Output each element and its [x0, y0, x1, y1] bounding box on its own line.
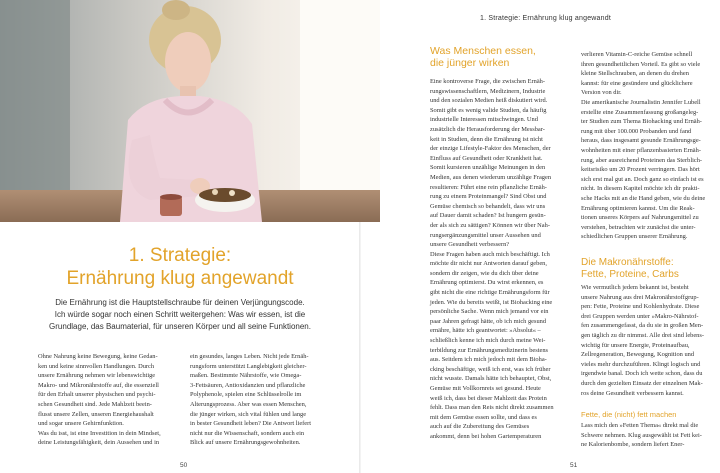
body-line: persönliche Sache. Wenn mich jemand vor ein	[430, 308, 549, 316]
body-line: kannst: für eine gesündere und glücklichere	[581, 79, 693, 87]
body-line: sich erst mal gut an. Doch ganz so einfach ist es	[581, 175, 704, 183]
body-line: Schwere nehmen. Klug ausgewählt ist Fett kei-	[581, 431, 702, 439]
body-line: der einzige Lifestyle-Faktor des Menschen, der	[430, 145, 551, 153]
body-line: mit dem Gemüse essen sollte, und dass es	[430, 413, 537, 421]
body-line: keit in Studien, denn die Ernährung ist nicht	[430, 135, 543, 143]
right-body-column-2b	[581, 283, 708, 398]
body-line: verlieren Vitamin-C-reiche Gemüse schnell	[581, 51, 693, 58]
body-line: Wie vermutlich jedem bekannt ist, besteht	[581, 284, 689, 291]
body-line: durch den gezielten Einsatz der einzelnen Mak-	[581, 379, 703, 387]
intro-line: Die Ernährung ist die Hauptstellschraube für deinen Verjüngungscode.	[55, 298, 305, 307]
body-line: ne Kalorienbombe, sondern liefert Ener-	[581, 441, 685, 449]
body-line: Eine kontroverse Frage, die zwischen Ernäh-	[430, 78, 545, 85]
body-line: Version von dir.	[581, 89, 622, 97]
woman-eating-photo	[0, 0, 380, 222]
body-line: tionen unseres Körpers auf Nahrungsmittel zu	[581, 214, 699, 222]
body-line: wohnheiten mit einer pflanzenbasierten Ernäh-	[581, 146, 701, 154]
body-line: weiß ich, dass bei dieser Mahlzeit das Protein	[430, 394, 547, 402]
body-line: gen täglich zu dir nimmst. Alle drei sind lebens-	[581, 331, 704, 339]
body-line: heraus, dass insgesamt gesunde Ernährungsge-	[581, 137, 701, 145]
body-line: Lass mich den »Fetten Thema« direkt mal die	[581, 422, 699, 429]
body-line: fen zusammengefasst, da du sie in großen Men-	[581, 322, 704, 330]
body-line: ter Studien zum Thema Biohacking und Ernäh-	[581, 118, 702, 126]
body-line: in bester Gesundheit leben? Die Antwort liefert	[190, 420, 312, 428]
body-line: rung mit über 100.000 Probanden und fand	[581, 127, 692, 135]
right-body-column-1	[430, 77, 566, 442]
body-line: rung, aber ausreichend Proteinen das Sterblich-	[581, 156, 703, 164]
body-line: terbildung zur Ernährungsmedizinerin bestens	[430, 346, 549, 354]
body-line: wichtig für unsere Energie, Proteinaufbau,	[581, 341, 690, 349]
body-line: Somit gibt es wenig valide Studien, da häufig	[430, 106, 547, 114]
body-line: rung zu einem Proteinmangel? Sind Obst und	[430, 193, 547, 201]
body-line: Die amerikanische Journalistin Jennifer Lubell	[581, 98, 701, 106]
body-line: Medien, aus denen wiederum unzählige Fragen	[430, 173, 552, 181]
body-line: Diese Fragen haben auch mich beschäftigt. Ich	[430, 250, 550, 258]
body-line: jeden. Wie du bereits weißt, ist Biohacking eine	[430, 298, 553, 306]
body-line: rungswissenschaftlern, Medizinern, Industrie	[430, 87, 546, 95]
body-line: nicht. In diesem Kapitel möchte ich dir prakti-	[581, 185, 700, 193]
body-line: schen Gesundheit sind. Jede Mahlzeit beein-	[38, 400, 152, 408]
body-line: und den sozialen Medien heiß diskutiert wird.	[430, 97, 548, 105]
body-line: Ernährung optimierst. Du wirst erkennen, es	[430, 279, 544, 287]
body-line: rungsergänzungsmittel unser Aussehen und	[430, 231, 541, 239]
body-line: gibt nicht die eine richtige Ernährungsform für	[430, 289, 550, 297]
running-head: 1. Strategie: Ernährung klug angewandt	[480, 15, 611, 22]
body-line: auch auf die Zubereitung des Gemüses	[430, 423, 530, 431]
body-line: irgendwie banal. Doch ich wette schon, dass du	[581, 370, 703, 378]
body-line: auf Dauer damit schaden? Ist hungern gesün-	[430, 212, 546, 220]
body-line: aus. Seitdem ich mich jedoch mit dem Bioha-	[430, 356, 547, 364]
body-line: schließlich kenne ich mich durch meine Wei-	[430, 337, 546, 345]
macro-heading-line1: Die Makronährstoffe:	[581, 257, 674, 268]
page-number-right: 51	[570, 462, 578, 469]
body-line: ihren gesundheitlichen Vorteil. Es gibt so viele	[581, 60, 701, 68]
chapter-title-line1: 1. Strategie:	[128, 245, 232, 266]
body-line: unsere Gesundheit verbessern?	[430, 241, 510, 249]
left-body-column-2	[190, 352, 328, 448]
body-line: 3-Fettsäuren, Antioxidanzien und pflanzliche	[190, 381, 306, 389]
intro-line: Ich würde sogar noch einen Schritt weitergehen: Was wir essen, ist die	[54, 310, 306, 319]
body-line: Was du isst, ist eine Investition in dein Mindset,	[38, 429, 161, 437]
photo-illustration	[0, 0, 380, 222]
body-line: resultieren: Führt eine rein pflanzliche Ernäh-	[430, 183, 547, 191]
page-number-left: 50	[180, 462, 188, 469]
right-body-column-2	[581, 50, 708, 242]
body-line: unsere Ernährung nehmen wir lebenswichtige	[38, 372, 156, 380]
body-line: nicht nur die Wissenschaft, sondern auch ein	[190, 429, 305, 437]
body-line: für den Erhalt unserer physischen und psychi-	[38, 391, 156, 399]
body-line: paar Jahren gefragt hätte, ob ich mich gesund	[430, 317, 547, 325]
body-line: verstehen, betrachten wir zunächst die unter-	[581, 223, 696, 231]
body-line: industrielle Interessen mitschwingen. Und	[430, 116, 538, 124]
body-line: kleine Stellschrauben, an denen du drehen	[581, 70, 689, 78]
body-line: cking beschäftige, weiß ich erst, was ich früher	[430, 365, 551, 373]
body-line: schiedlichen Gruppen unserer Ernährung.	[581, 233, 688, 241]
body-line: ankommt, denn bei hohen Gartemperaturen	[430, 432, 542, 440]
body-line: Einfluss auf Gesundheit oder Krankheit hat.	[430, 154, 543, 162]
chapter-title-line2: Ernährung klug angewandt	[66, 268, 294, 289]
body-line: rungsform unterstützt Langlebigkeit gleicher-	[190, 362, 307, 370]
body-line: Polyphenole, spielen eine Schlüsselrolle im	[190, 391, 302, 399]
body-line: Gemüse chemisch so behandelt, dass wir uns	[430, 202, 546, 210]
body-line: pen: Fette, Proteine und Kohlenhydrate. Diese	[581, 303, 700, 311]
body-line: erstellte eine Zusammenfassung großangeleg-	[581, 108, 699, 116]
body-line: Alterungsprozess. Aber was essen Menschen,	[190, 400, 307, 408]
body-line: ken und keine sinnvollen Handlungen. Durch	[38, 362, 155, 370]
body-line: Ohne Nahrung keine Bewegung, keine Gedan-	[38, 353, 158, 360]
body-line: fehlt. Dass man den Reis nicht direkt zusammen	[430, 404, 554, 412]
body-line: Makro- und Mikronährstoffe auf, die essenziell	[38, 381, 159, 389]
body-line: vieles mehr durchzuführen. Klingt logisch und	[581, 360, 701, 368]
body-line: die jünger wirken, sich vital fühlen und lange	[190, 410, 307, 418]
body-line: maßen. Bestimmte Nährstoffe, wie Omega-	[190, 372, 302, 380]
left-body-column-1	[38, 352, 173, 448]
body-line: nicht wusste. Damals hätte ich behauptet, Obst,	[430, 375, 552, 383]
right-body-column-2c	[581, 421, 708, 450]
fat-subheading: Fette, die (nicht) fett machen	[581, 410, 677, 419]
body-line: deine Leistungsfähigkeit, dein Aussehen und in	[38, 439, 160, 447]
macro-heading-line2: Fette, Proteine, Carbs	[581, 269, 679, 280]
body-line: Gemüse mit Vollkornreis sei gesund. Heute	[430, 385, 541, 392]
body-line: flusst unsere Zellen, unseren Energiehaushalt	[38, 410, 154, 418]
body-line: sondern dir zeigen, wie du dich über deine	[430, 269, 539, 277]
body-line: keitsrisiko um 20 Prozent verringern. Das hört	[581, 166, 700, 174]
section-heading-line1: Was Menschen essen,	[430, 45, 536, 57]
body-line: Blick auf unsere Ernährungsgewohnheiten.	[190, 439, 301, 447]
body-line: und sogar unsere Gehirnfunktion.	[38, 420, 124, 428]
body-line: möchte dir nicht nur Antworten darauf geben,	[430, 260, 547, 268]
section-heading-line2: die jünger wirken	[430, 57, 510, 69]
body-line: Somit kursieren unzählige Meinungen in den	[430, 164, 546, 172]
body-line: der als sich zu sättigen? Können wir über Nah-	[430, 221, 550, 229]
body-line: ernähre, hätte ich geantwortet: »Absolut« –	[430, 327, 541, 335]
intro-line: Grundlage, das Baumaterial, für unseren Körper und all seine Funktionen.	[49, 322, 311, 331]
chapter-intro	[38, 297, 322, 333]
body-line: zusätzlich die Herausforderung der Messbar-	[430, 125, 545, 133]
body-line: ein gesundes, langes Leben. Nicht jede Ernäh-	[190, 353, 309, 360]
body-line: drei Gruppen werden unter »Makro-Nährstof-	[581, 312, 699, 320]
body-line: Zellregeneration, Bewegung, Kognition und	[581, 351, 695, 359]
body-line: sche Hacks mit an die Hand geben, wie du deine	[581, 194, 706, 202]
body-line: ros deine Gesundheit verbessern kannst.	[581, 389, 684, 397]
body-line: unsere Nahrung aus drei Makronährstoffgrup-	[581, 293, 699, 301]
body-line: Ernährung optimieren kannst. Um die Reak-	[581, 204, 695, 212]
